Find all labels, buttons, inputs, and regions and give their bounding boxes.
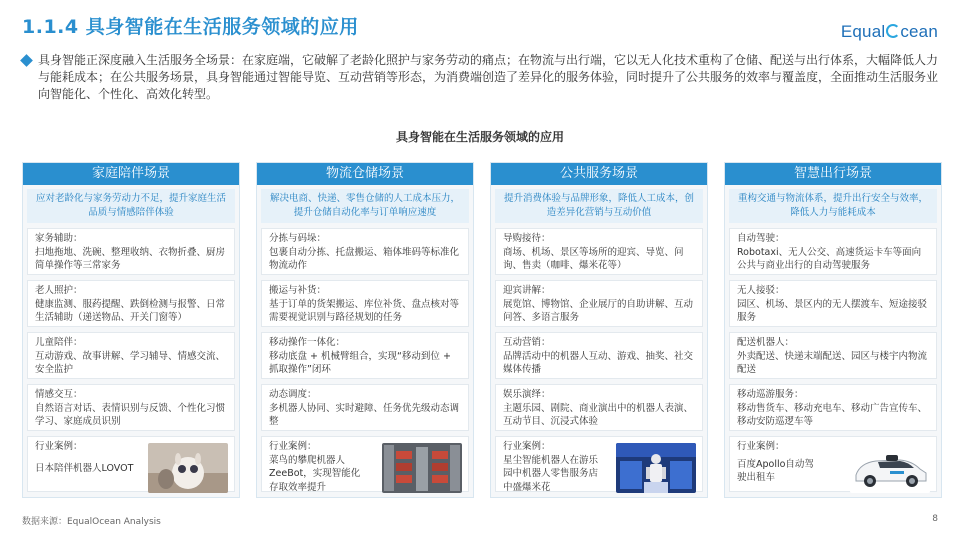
card-body: 外卖配送、快递末端配送、园区与楼宇内物流配送 xyxy=(737,350,928,375)
column-title: 物流仓储场景 xyxy=(257,163,473,185)
diamond-bullet-icon xyxy=(20,54,33,67)
card-heading: 搬运与补货： xyxy=(269,285,327,296)
card-body: 移动售货车、移动充电车、移动广告宣传车、移动安防巡逻车等 xyxy=(737,402,928,427)
scenario-card xyxy=(27,332,235,379)
case-card xyxy=(729,436,937,492)
card-body: 互动游戏、故事讲解、学习辅导、情感交流、安全监护 xyxy=(35,350,226,375)
intro-text: 具身智能正深度融入生活服务全场景：在家庭端，它破解了老龄化照护与家务劳动的痛点；在物流与出行端，它以无人化技术重构了仓储、配送与出行体系，大幅降低人力与能耗成本；在公共服务场景，具身智能通过智能导览、互动营销等形态，为消费端创造了差异化的服务体验，同时提升了公共服务的效率与覆盖度，全面推动生活服务业向智能化、个性化、高效化转型。 xyxy=(38,53,939,101)
scenario-card xyxy=(261,280,469,327)
card-body: 基于订单的货架搬运、库位补货、盘点核对等需要视觉识别与路径规划的任务 xyxy=(269,298,460,323)
card-heading: 情感交互： xyxy=(35,389,83,400)
card-body: Robotaxi、无人公交、高速货运卡车等面向公共与商业出行的自动驾驶服务 xyxy=(737,246,922,271)
card-heading: 导购接待： xyxy=(503,233,551,244)
case-text: 星尘智能机器人在游乐园中机器人零售服务店中盛爆米花 xyxy=(503,454,599,493)
warehouse-robot-image xyxy=(382,443,462,493)
card-heading: 行业案例： xyxy=(269,441,317,452)
scenario-card xyxy=(495,384,703,431)
card-body: 展览馆、博物馆、企业展厅的自助讲解、互动问答、多语言服务 xyxy=(503,298,694,323)
scenario-card xyxy=(261,332,469,379)
column-title: 家庭陪伴场景 xyxy=(23,163,239,185)
logo-text-part2: cean xyxy=(900,22,938,41)
robot-pet-image xyxy=(148,443,228,493)
scenario-card xyxy=(261,384,469,431)
scenario-card xyxy=(27,280,235,327)
card-heading: 移动操作一体化： xyxy=(269,337,346,348)
scenario-card xyxy=(27,384,235,431)
scenario-card xyxy=(261,228,469,275)
card-body: 扫地拖地、洗碗、整理收纳、衣物折叠、厨房简单操作等三常家务 xyxy=(35,246,226,271)
case-card xyxy=(261,436,469,492)
source-note: 数据来源：EqualOcean Analysis xyxy=(22,517,161,527)
logo-text-part1: Equal xyxy=(840,22,886,41)
intro-paragraph xyxy=(22,52,942,103)
case-text: 菜鸟的攀爬机器人ZeeBot，实现智能化存取效率提升 xyxy=(269,454,361,493)
card-heading: 老人照护： xyxy=(35,285,83,296)
column-smart-mobility xyxy=(724,162,942,498)
card-heading: 行业案例： xyxy=(737,441,785,452)
scenario-card xyxy=(27,228,235,275)
case-text: 百度Apollo自动驾驶出租车 xyxy=(737,458,814,483)
card-body: 包裹自动分拣、托盘搬运、箱体堆码等标准化物流动作 xyxy=(269,246,460,271)
scenario-card xyxy=(729,228,937,275)
card-heading: 自动驾驶： xyxy=(737,233,785,244)
robotaxi-image xyxy=(850,443,930,493)
card-body: 自然语言对话、表情识别与反馈、个性化习惯学习、家庭成员识别 xyxy=(35,402,226,427)
logo xyxy=(841,22,938,42)
scenario-card xyxy=(729,384,937,431)
card-heading: 行业案例： xyxy=(503,441,551,452)
case-card xyxy=(27,436,235,492)
card-heading: 儿童陪伴： xyxy=(35,337,83,348)
card-body: 健康监测、服药提醒、跌倒检测与报警、日常生活辅助（递送物品、开关门窗等） xyxy=(35,298,226,323)
column-summary: 重构交通与物流体系，提升出行安全与效率，降低人力与能耗成本 xyxy=(729,189,937,223)
card-body: 品牌活动中的机器人互动、游戏、抽奖、社交媒体传播 xyxy=(503,350,694,375)
page-title: 1.1.4 具身智能在生活服务领域的应用 xyxy=(22,16,359,38)
column-logistics xyxy=(256,162,474,498)
card-heading: 移动巡游服务： xyxy=(737,389,804,400)
case-text: 日本陪伴机器人LOVOT xyxy=(35,462,134,474)
scenario-card xyxy=(729,332,937,379)
card-heading: 分拣与码垛： xyxy=(269,233,327,244)
popcorn-robot-image xyxy=(616,443,696,493)
column-public-service xyxy=(490,162,708,498)
case-card xyxy=(495,436,703,492)
scenario-card xyxy=(495,280,703,327)
scenario-card xyxy=(495,332,703,379)
section-subtitle: 具身智能在生活服务领域的应用 xyxy=(395,130,564,144)
card-body: 移动底盘 + 机械臂组合，实现“移动到位 + 抓取操作”闭环 xyxy=(269,350,451,375)
scenario-card xyxy=(495,228,703,275)
card-body: 主题乐园、剧院、商业演出中的机器人表演、互动节目、沉浸式体验 xyxy=(503,402,694,427)
card-body: 商场、机场、景区等场所的迎宾、导览、问询、售卖（咖啡、爆米花等） xyxy=(503,246,684,271)
card-body: 园区、机场、景区内的无人摆渡车、短途接驳服务 xyxy=(737,298,928,323)
card-heading: 家务辅助： xyxy=(35,233,83,244)
card-heading: 互动营销： xyxy=(503,337,551,348)
column-title: 公共服务场景 xyxy=(491,163,707,185)
column-summary: 提升消费体验与品牌形象，降低人工成本，创造差异化营销与互动价值 xyxy=(495,189,703,223)
column-summary: 应对老龄化与家务劳动力不足，提升家庭生活品质与情感陪伴体验 xyxy=(27,189,235,223)
column-home-companion xyxy=(22,162,240,498)
card-body: 多机器人协同、实时避障、任务优先级动态调整 xyxy=(269,402,460,427)
logo-o-icon xyxy=(886,24,900,38)
card-heading: 无人接驳： xyxy=(737,285,785,296)
column-summary: 解决电商、快递、零售仓储的人工成本压力，提升仓储自动化率与订单响应速度 xyxy=(261,189,469,223)
column-title: 智慧出行场景 xyxy=(725,163,941,185)
card-heading: 配送机器人： xyxy=(737,337,795,348)
card-heading: 迎宾讲解： xyxy=(503,285,551,296)
card-heading: 行业案例： xyxy=(35,441,83,452)
card-heading: 娱乐演绎： xyxy=(503,389,551,400)
card-heading: 动态调度： xyxy=(269,389,317,400)
page-number: 8 xyxy=(932,514,938,524)
scenario-card xyxy=(729,280,937,327)
